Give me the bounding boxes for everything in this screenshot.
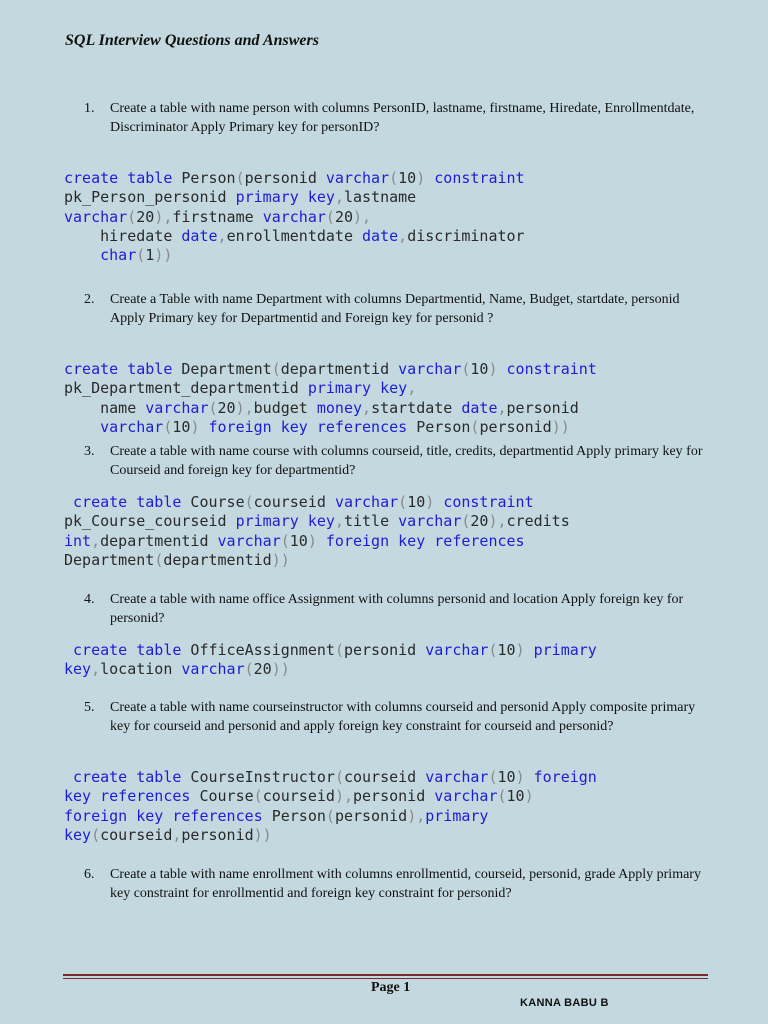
code-line [64, 660, 597, 679]
sql-identifier [317, 532, 326, 550]
sql-keyword: date [461, 398, 498, 417]
sql-identifier: personid [506, 398, 579, 417]
sql-punctuation: ( [271, 360, 281, 378]
sql-punctuation: ) [416, 169, 426, 187]
code-line [64, 551, 570, 570]
sql-punctuation: ) [524, 787, 534, 806]
sql-identifier: lastname [343, 188, 417, 207]
sql-punctuation: , [362, 398, 372, 417]
sql-identifier [434, 493, 443, 511]
sql-punctuation: ) [154, 207, 164, 226]
author-name: KANNA BABU B [520, 997, 609, 1009]
sql-punctuation: ( [470, 417, 480, 436]
code-line [64, 826, 597, 845]
sql-punctuation: , [407, 379, 417, 398]
question-text: Create a Table with name Department with columns Departmentid, Name, Budget, startdate, personid Apply Primary key for Departmentid and Foreign key for personid ? [110, 292, 680, 326]
sql-identifier: 10 [497, 641, 516, 659]
sql-punctuation: ( [154, 550, 164, 569]
sql-punctuation: , [91, 660, 101, 679]
sql-punctuation: ( [325, 806, 335, 825]
sql-keyword: constraint [506, 360, 597, 378]
sql-punctuation: , [91, 531, 101, 550]
sql-identifier: 20 [136, 207, 155, 226]
sql-keyword: constraint [443, 493, 534, 511]
sql-punctuation: ( [488, 768, 498, 786]
sql-punctuation: , [217, 226, 227, 245]
sql-identifier: pk_Department_departmentid [64, 379, 308, 398]
sql-punctuation: ( [280, 531, 290, 550]
question-text: Create a table with name course with columns courseid, title, credits, departmentid Apply primary key for Courseid and foreign key for departmentid? [110, 444, 703, 478]
sql-keyword: primary key [235, 512, 335, 531]
sql-punctuation: ( [208, 398, 218, 417]
sql-keyword: key [64, 660, 92, 679]
code-line [64, 641, 597, 660]
sql-keyword: primary [425, 806, 489, 825]
sql-punctuation: ( [235, 169, 245, 187]
sql-punctuation: ) [235, 398, 245, 417]
sql-identifier: Person [262, 806, 326, 825]
sql-punctuation: ( [244, 493, 254, 511]
question-number: 3. [84, 444, 95, 459]
sql-keyword: create table [64, 360, 173, 378]
sql-keyword: varchar [334, 493, 399, 511]
sql-identifier: 10 [398, 169, 417, 187]
sql-punctuation: )) [154, 246, 173, 265]
sql-punctuation: ) [488, 360, 498, 378]
sql-punctuation: ( [127, 207, 137, 226]
sql-identifier: courseid [100, 825, 173, 844]
code-line [64, 169, 525, 188]
sql-identifier: personid [181, 825, 254, 844]
sql-punctuation: )) [253, 825, 272, 844]
code-line [64, 532, 570, 551]
sql-identifier: firstname [172, 207, 263, 226]
sql-punctuation: ) [190, 417, 200, 436]
sql-identifier: 20 [334, 207, 353, 226]
sql-punctuation: ( [91, 825, 101, 844]
code-line [64, 208, 525, 227]
sql-punctuation: , [172, 825, 182, 844]
sql-identifier: Person [407, 417, 471, 436]
sql-punctuation: ( [334, 641, 344, 659]
sql-keyword: int [64, 531, 92, 550]
sql-identifier [64, 641, 73, 659]
sql-keyword: key [64, 825, 92, 844]
question-number: 1. [84, 101, 95, 116]
code-line [64, 787, 597, 806]
sql-keyword: varchar [398, 360, 462, 378]
code-line [64, 493, 570, 512]
sql-punctuation: ) [488, 512, 498, 531]
sql-keyword: varchar [64, 207, 128, 226]
sql-punctuation: )) [271, 660, 290, 679]
code-line [64, 512, 570, 531]
sql-identifier: OfficeAssignment [181, 641, 335, 659]
sql-identifier: Department [172, 360, 272, 378]
sql-keyword: varchar [325, 169, 390, 187]
sql-keyword: varchar [145, 398, 209, 417]
code-block-3 [64, 493, 570, 570]
sql-punctuation: ) [307, 531, 317, 550]
sql-identifier [64, 768, 73, 786]
question-4 [84, 590, 704, 628]
code-block-1 [64, 169, 525, 265]
document-title: SQL Interview Questions and Answers [65, 32, 319, 49]
sql-identifier [199, 418, 208, 436]
sql-identifier: courseid [262, 787, 335, 806]
sql-identifier: 10 [470, 360, 489, 378]
code-block-2 [64, 360, 597, 437]
sql-keyword: varchar [425, 641, 489, 659]
sql-identifier: enrollmentdate [226, 226, 363, 245]
sql-keyword: foreign key references [208, 417, 408, 436]
sql-punctuation: ( [488, 641, 498, 659]
sql-keyword: varchar [217, 531, 281, 550]
sql-punctuation: ( [253, 787, 263, 806]
sql-identifier: departmentid [100, 531, 218, 550]
footer-rule [63, 974, 708, 976]
code-line [64, 807, 597, 826]
question-number: 2. [84, 292, 95, 307]
sql-keyword: create table [73, 768, 182, 786]
sql-punctuation: )) [551, 417, 570, 436]
question-1 [84, 99, 704, 137]
code-line [64, 360, 597, 379]
sql-identifier: 10 [497, 768, 516, 786]
sql-punctuation: ( [461, 360, 471, 378]
sql-identifier [64, 246, 100, 264]
sql-punctuation: , [244, 398, 254, 417]
code-line [64, 768, 597, 787]
sql-identifier: 10 [172, 417, 191, 436]
sql-identifier: name [64, 398, 146, 417]
sql-punctuation: , [163, 207, 173, 226]
sql-punctuation: , [497, 512, 507, 531]
sql-identifier: courseid [253, 493, 335, 511]
sql-identifier [425, 169, 434, 187]
sql-keyword: foreign [533, 768, 597, 786]
sql-punctuation: )) [271, 550, 290, 569]
sql-keyword: varchar [100, 417, 164, 436]
sql-identifier: discriminator [407, 226, 525, 245]
code-block-5 [64, 768, 597, 845]
sql-punctuation: ( [461, 512, 471, 531]
sql-identifier: credits [506, 512, 570, 531]
sql-keyword: char [100, 246, 137, 265]
sql-identifier: personid [353, 787, 435, 806]
question-text: Create a table with name enrollment with columns enrollmentid, courseid, personid, grade Apply primary key constraint for enrollmentid and foreign key constraint for personid? [110, 867, 701, 901]
sql-keyword: create table [64, 169, 173, 187]
sql-keyword: varchar [398, 512, 462, 531]
sql-keyword: constraint [434, 169, 525, 187]
sql-identifier: departmentid [280, 360, 399, 378]
sql-identifier [64, 418, 100, 436]
sql-punctuation: , [497, 398, 507, 417]
question-text: Create a table with name courseinstructor with columns courseid and personid Apply composite primary key for courseid and personid and apply foreign key constraint for courseid and personid? [110, 700, 696, 734]
sql-keyword: primary key [235, 188, 335, 207]
sql-punctuation: ( [334, 768, 344, 786]
code-line [64, 399, 597, 418]
sql-keyword: foreign key references [325, 531, 525, 550]
sql-punctuation: , [398, 226, 408, 245]
footer-rule-thin [63, 978, 708, 979]
sql-identifier [64, 493, 73, 511]
sql-punctuation: , [334, 512, 344, 531]
sql-keyword: date [362, 226, 399, 245]
question-number: 5. [84, 700, 95, 715]
sql-identifier: 10 [289, 531, 308, 550]
question-text: Create a table with name person with columns PersonID, lastname, firstname, Hiredate, Enrollmentdate, Discriminator Apply Primary key for personID? [110, 101, 695, 135]
sql-identifier: personid [479, 417, 552, 436]
sql-punctuation: ), [407, 806, 426, 825]
sql-punctuation: ) [515, 768, 525, 786]
sql-punctuation: ( [398, 493, 408, 511]
sql-identifier: 10 [407, 493, 426, 511]
question-number: 4. [84, 592, 95, 607]
sql-punctuation: , [334, 188, 344, 207]
sql-identifier: hiredate [64, 226, 182, 245]
sql-identifier: Person [172, 169, 236, 187]
sql-identifier: CourseInstructor [181, 768, 335, 786]
sql-punctuation: ( [163, 417, 173, 436]
sql-punctuation: ( [325, 207, 335, 226]
sql-keyword: foreign key references [64, 806, 263, 825]
sql-identifier: pk_Course_courseid [64, 512, 236, 531]
code-line [64, 227, 525, 246]
sql-identifier [498, 360, 507, 378]
sql-punctuation: ) [425, 493, 435, 511]
sql-identifier: 20 [470, 512, 489, 531]
sql-identifier: budget [253, 398, 317, 417]
sql-identifier: Course [181, 493, 245, 511]
sql-identifier [525, 768, 534, 786]
sql-identifier: Course [190, 787, 254, 806]
sql-punctuation: ( [244, 660, 254, 679]
sql-punctuation: , [362, 207, 372, 226]
sql-punctuation: ) [353, 207, 363, 226]
sql-identifier: location [100, 660, 182, 679]
sql-identifier: departmentid [163, 550, 272, 569]
sql-punctuation: ( [497, 787, 507, 806]
sql-identifier: 10 [506, 787, 525, 806]
sql-keyword: create table [73, 641, 182, 659]
sql-punctuation: ) [515, 641, 525, 659]
sql-keyword: date [181, 226, 218, 245]
sql-keyword: varchar [262, 207, 326, 226]
sql-keyword: key references [64, 787, 191, 806]
sql-keyword: varchar [434, 787, 498, 806]
sql-punctuation: ( [136, 246, 146, 265]
sql-identifier: personid [334, 806, 408, 825]
question-3 [84, 442, 704, 480]
question-6 [84, 865, 704, 903]
sql-identifier: courseid [343, 768, 426, 786]
sql-punctuation: ( [389, 169, 399, 187]
sql-identifier: Department [64, 550, 155, 569]
sql-identifier: pk_Person_personid [64, 188, 236, 207]
sql-identifier: personid [343, 641, 426, 659]
code-line [64, 379, 597, 398]
sql-identifier: title [343, 512, 399, 531]
code-line [64, 246, 525, 265]
sql-keyword: primary key [307, 379, 408, 398]
page-number: Page 1 [371, 980, 411, 995]
sql-keyword: primary [533, 641, 597, 659]
code-line [64, 418, 597, 437]
code-block-4 [64, 641, 597, 680]
sql-identifier [525, 641, 534, 659]
sql-keyword: money [316, 398, 363, 417]
question-number: 6. [84, 867, 95, 882]
sql-identifier: personid [244, 169, 326, 187]
code-line [64, 188, 525, 207]
question-text: Create a table with name office Assignment with columns personid and location Apply foreign key for personid? [110, 592, 684, 626]
sql-keyword: varchar [425, 768, 489, 786]
sql-keyword: create table [73, 493, 182, 511]
sql-keyword: varchar [181, 660, 245, 679]
sql-identifier: 20 [217, 398, 236, 417]
question-2 [84, 290, 704, 328]
sql-identifier: startdate [371, 398, 462, 417]
question-5 [84, 698, 704, 736]
sql-identifier: 20 [253, 660, 272, 679]
sql-identifier: 1 [145, 246, 155, 265]
sql-punctuation: ), [334, 787, 353, 806]
